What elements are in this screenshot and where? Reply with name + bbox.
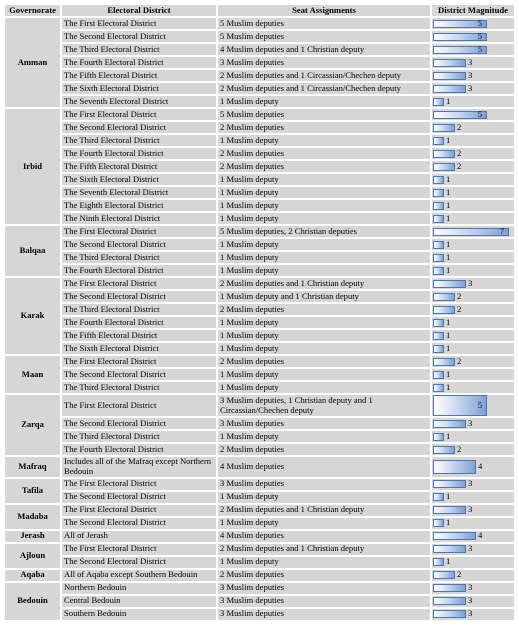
electoral-district-cell: The Second Electoral District (62, 418, 216, 429)
electoral-district-cell: The Second Electoral District (62, 239, 216, 250)
seat-assignments-cell: 4 Muslim deputies (218, 531, 430, 542)
electoral-district-cell: Central Bedouin (62, 596, 216, 607)
magnitude-bar (433, 30, 487, 41)
district-magnitude-cell (432, 395, 514, 416)
table-row (5, 135, 514, 146)
magnitude-bar (433, 199, 451, 210)
table-row (5, 226, 514, 237)
seat-assignments-cell: 1 Muslim deputy (218, 343, 430, 354)
seat-assignments-cell: 2 Muslim deputies and 1 Circassian/Chechen deputy (218, 83, 430, 94)
seat-assignments-cell: 1 Muslim deputy (218, 96, 430, 107)
magnitude-value: 2 (457, 569, 462, 580)
header-district-magnitude: District Magnitude (432, 5, 514, 16)
table-row (5, 505, 514, 516)
electoral-district-cell: The Second Electoral District (62, 557, 216, 568)
electoral-district-cell: Southern Bedouin (62, 609, 216, 620)
district-magnitude-cell (432, 96, 514, 107)
magnitude-bar (433, 277, 473, 288)
governorate-cell: Balqaa (5, 226, 60, 276)
magnitude-bar (433, 43, 487, 54)
electoral-district-cell: The Third Electoral District (62, 44, 216, 55)
magnitude-bar (433, 595, 473, 606)
magnitude-bar (433, 517, 451, 528)
table-row (5, 596, 514, 607)
district-magnitude-cell (432, 431, 514, 442)
electoral-district-cell: The Second Electoral District (62, 369, 216, 380)
district-magnitude-cell (432, 44, 514, 55)
table-row (5, 492, 514, 503)
table-row (5, 570, 514, 581)
seat-assignments-cell: 1 Muslim deputy and 1 Christian deputy (218, 291, 430, 302)
magnitude-bar (433, 443, 462, 454)
seat-assignments-cell: 3 Muslim deputies (218, 583, 430, 594)
magnitude-bar (433, 225, 509, 236)
table-row (5, 70, 514, 81)
electoral-district-cell: The First Electoral District (62, 479, 216, 490)
magnitude-bar (433, 251, 451, 262)
magnitude-bar (433, 381, 451, 392)
electoral-district-cell: The First Electoral District (62, 544, 216, 555)
magnitude-bar (433, 160, 462, 171)
magnitude-bar (433, 95, 451, 106)
district-magnitude-cell (432, 356, 514, 367)
electoral-district-cell: The Fourth Electoral District (62, 57, 216, 68)
seat-assignments-cell: 2 Muslim deputies (218, 570, 430, 581)
magnitude-bar (433, 478, 473, 489)
magnitude-bar (433, 368, 451, 379)
seat-assignments-cell: 2 Muslim deputies and 1 Christian deputy (218, 505, 430, 516)
table-row (5, 609, 514, 620)
table-row (5, 479, 514, 490)
district-magnitude-cell (432, 343, 514, 354)
governorate-cell: Mafraq (5, 457, 60, 477)
district-magnitude-cell (432, 148, 514, 159)
seat-assignments-cell: 1 Muslim deputy (218, 518, 430, 529)
magnitude-value: 3 (468, 582, 473, 593)
seat-assignments-cell: 1 Muslim deputy (218, 135, 430, 146)
district-magnitude-cell (432, 226, 514, 237)
seat-assignments-cell: 2 Muslim deputies (218, 304, 430, 315)
magnitude-value: 3 (468, 417, 473, 428)
district-magnitude-cell (432, 596, 514, 607)
seat-assignments-cell: 2 Muslim deputies (218, 356, 430, 367)
district-magnitude-cell (432, 31, 514, 42)
district-magnitude-cell (432, 570, 514, 581)
magnitude-bar (433, 82, 473, 93)
magnitude-bar (433, 491, 451, 502)
seat-assignments-cell: 1 Muslim deputy (218, 382, 430, 393)
table-row (5, 122, 514, 133)
seat-assignments-cell: 5 Muslim deputies, 2 Christian deputies (218, 226, 430, 237)
seat-assignments-cell: 1 Muslim deputy (218, 252, 430, 263)
table-row (5, 557, 514, 568)
governorate-cell: Zarqa (5, 395, 60, 455)
seat-assignments-cell: 3 Muslim deputies, 1 Christian deputy and 1 Circassian/Chechen deputy (218, 395, 430, 416)
magnitude-bar (433, 69, 473, 80)
table-row (5, 518, 514, 529)
magnitude-bar (433, 460, 483, 474)
magnitude-value: 3 (468, 478, 473, 489)
seat-assignments-cell: 1 Muslim deputy (218, 239, 430, 250)
district-magnitude-cell (432, 531, 514, 542)
magnitude-value: 1 (446, 95, 451, 106)
magnitude-value: 5 (477, 43, 482, 54)
governorate-cell: Ajloun (5, 544, 60, 568)
district-magnitude-cell (432, 418, 514, 429)
table-row (5, 382, 514, 393)
governorate-cell: Bedouin (5, 583, 60, 620)
magnitude-bar (433, 543, 473, 554)
seat-assignments-cell: 3 Muslim deputies (218, 418, 430, 429)
magnitude-value: 1 (446, 556, 451, 567)
magnitude-value: 3 (468, 504, 473, 515)
table-row (5, 252, 514, 263)
seat-assignments-cell: 2 Muslim deputies (218, 161, 430, 172)
magnitude-value: 1 (446, 264, 451, 275)
electoral-district-cell: The Fifth Electoral District (62, 161, 216, 172)
magnitude-bar (433, 582, 473, 593)
electoral-district-cell: The Second Electoral District (62, 291, 216, 302)
seat-assignments-cell: 2 Muslim deputies (218, 148, 430, 159)
electoral-district-cell: The Seventh Electoral District (62, 96, 216, 107)
district-magnitude-cell (432, 518, 514, 529)
district-magnitude-cell (432, 109, 514, 120)
seat-assignments-cell: 2 Muslim deputies (218, 444, 430, 455)
seat-assignments-cell: 5 Muslim deputies (218, 109, 430, 120)
district-magnitude-cell (432, 265, 514, 276)
magnitude-value: 2 (457, 147, 462, 158)
seat-assignments-cell: 5 Muslim deputies (218, 31, 430, 42)
seat-assignments-cell: 2 Muslim deputies and 1 Circassian/Chechen deputy (218, 70, 430, 81)
district-magnitude-cell (432, 213, 514, 224)
table-row (5, 161, 514, 172)
electoral-district-cell: The Second Electoral District (62, 492, 216, 503)
magnitude-value: 5 (477, 30, 482, 41)
district-magnitude-cell (432, 444, 514, 455)
electoral-district-cell: The Third Electoral District (62, 304, 216, 315)
governorate-cell: Maan (5, 356, 60, 393)
magnitude-value: 1 (446, 212, 451, 223)
magnitude-value: 1 (446, 381, 451, 392)
magnitude-value: 1 (446, 251, 451, 262)
magnitude-bar (433, 264, 451, 275)
seat-assignments-cell: 2 Muslim deputies (218, 122, 430, 133)
magnitude-value: 7 (499, 225, 504, 236)
electoral-district-cell: The Third Electoral District (62, 382, 216, 393)
district-magnitude-cell (432, 291, 514, 302)
magnitude-value: 1 (446, 368, 451, 379)
table-row (5, 531, 514, 542)
district-magnitude-cell (432, 161, 514, 172)
electoral-district-cell: The Second Electoral District (62, 122, 216, 133)
magnitude-value: 4 (478, 530, 483, 541)
magnitude-value: 5 (477, 108, 482, 119)
governorate-cell: Aqaba (5, 570, 60, 581)
magnitude-bar (433, 108, 487, 119)
electoral-district-cell: The First Electoral District (62, 18, 216, 29)
magnitude-value: 3 (468, 56, 473, 67)
electoral-district-cell: The First Electoral District (62, 109, 216, 120)
governorate-cell: Madaba (5, 505, 60, 529)
magnitude-bar (433, 417, 473, 428)
electoral-district-cell: All of Aqaba except Southern Bedouin (62, 570, 216, 581)
magnitude-value: 1 (446, 238, 451, 249)
magnitude-value: 3 (468, 608, 473, 619)
seat-assignments-cell: 1 Muslim deputy (218, 431, 430, 442)
magnitude-bar (433, 303, 462, 314)
district-magnitude-cell (432, 135, 514, 146)
magnitude-bar (433, 395, 487, 416)
district-magnitude-cell (432, 252, 514, 263)
table-row (5, 278, 514, 289)
table-row (5, 213, 514, 224)
electoral-district-cell: The Fifth Electoral District (62, 70, 216, 81)
district-magnitude-cell (432, 70, 514, 81)
electoral-district-cell: The First Electoral District (62, 505, 216, 516)
table-row (5, 444, 514, 455)
electoral-district-cell: The Sixth Electoral District (62, 83, 216, 94)
table-row (5, 44, 514, 55)
seat-assignments-cell: 5 Muslim deputies (218, 18, 430, 29)
magnitude-bar (433, 342, 451, 353)
table-body (5, 18, 514, 620)
magnitude-value: 1 (446, 491, 451, 502)
electoral-district-cell: The Fifth Electoral District (62, 330, 216, 341)
magnitude-value: 4 (478, 460, 483, 471)
table-row (5, 343, 514, 354)
district-magnitude-cell (432, 583, 514, 594)
table-row (5, 31, 514, 42)
seat-assignments-cell: 1 Muslim deputy (218, 174, 430, 185)
electoral-district-cell: The Fourth Electoral District (62, 265, 216, 276)
table-row (5, 457, 514, 477)
magnitude-bar (433, 134, 451, 145)
table-row (5, 239, 514, 250)
table-row (5, 395, 514, 416)
table-row (5, 304, 514, 315)
seat-assignments-cell: 1 Muslim deputy (218, 187, 430, 198)
magnitude-value: 2 (457, 303, 462, 314)
magnitude-bar (433, 430, 451, 441)
district-magnitude-cell (432, 174, 514, 185)
header-seat-assignments: Seat Assignments (218, 5, 430, 16)
seat-assignments-cell: 1 Muslim deputy (218, 317, 430, 328)
district-magnitude-cell (432, 369, 514, 380)
seat-assignments-cell: 4 Muslim deputies and 1 Christian deputy (218, 44, 430, 55)
table-row (5, 148, 514, 159)
table-row (5, 583, 514, 594)
electoral-district-cell: The Second Electoral District (62, 518, 216, 529)
magnitude-bar (433, 355, 462, 366)
table-row (5, 291, 514, 302)
district-magnitude-cell (432, 479, 514, 490)
governorate-cell: Amman (5, 18, 60, 107)
electoral-district-cell: The Third Electoral District (62, 431, 216, 442)
header-electoral-district: Electoral District (62, 5, 216, 16)
table-row (5, 57, 514, 68)
seat-assignments-cell: 3 Muslim deputies (218, 609, 430, 620)
magnitude-value: 1 (446, 342, 451, 353)
magnitude-bar (433, 504, 473, 515)
magnitude-bar (433, 212, 451, 223)
table-row (5, 431, 514, 442)
electoral-district-cell: Includes all of the Mafraq except Northern Bedouin (62, 457, 216, 477)
seat-assignments-cell: 2 Muslim deputies and 1 Christian deputy (218, 544, 430, 555)
electoral-district-cell: The Second Electoral District (62, 31, 216, 42)
magnitude-value: 3 (468, 277, 473, 288)
table-row (5, 109, 514, 120)
table-row (5, 330, 514, 341)
district-magnitude-cell (432, 609, 514, 620)
electoral-district-cell: The Sixth Electoral District (62, 174, 216, 185)
table-row (5, 174, 514, 185)
seat-assignments-cell: 1 Muslim deputy (218, 557, 430, 568)
district-magnitude-cell (432, 122, 514, 133)
magnitude-value: 1 (446, 199, 451, 210)
magnitude-value: 1 (446, 173, 451, 184)
seat-assignments-cell: 1 Muslim deputy (218, 492, 430, 503)
magnitude-bar (433, 329, 451, 340)
seat-assignments-cell: 3 Muslim deputies (218, 57, 430, 68)
district-magnitude-cell (432, 544, 514, 555)
district-magnitude-cell (432, 330, 514, 341)
magnitude-bar (433, 121, 462, 132)
electoral-district-cell: The Ninth Electoral District (62, 213, 216, 224)
seat-assignments-cell: 2 Muslim deputies and 1 Christian deputy (218, 278, 430, 289)
header-governorate: Governorate (5, 5, 60, 16)
table-row (5, 187, 514, 198)
district-magnitude-cell (432, 317, 514, 328)
magnitude-value: 1 (446, 316, 451, 327)
magnitude-value: 2 (457, 443, 462, 454)
magnitude-bar (433, 56, 473, 67)
magnitude-value: 3 (468, 595, 473, 606)
magnitude-value: 3 (468, 82, 473, 93)
district-magnitude-cell (432, 200, 514, 211)
magnitude-value: 1 (446, 186, 451, 197)
electoral-district-cell: The Sixth Electoral District (62, 343, 216, 354)
district-magnitude-cell (432, 382, 514, 393)
district-magnitude-cell (432, 505, 514, 516)
magnitude-value: 1 (446, 517, 451, 528)
magnitude-bar (433, 17, 487, 28)
magnitude-value: 2 (457, 160, 462, 171)
table-row (5, 265, 514, 276)
electoral-district-cell: The Eighth Electoral District (62, 200, 216, 211)
seat-assignments-cell: 3 Muslim deputies (218, 596, 430, 607)
magnitude-bar (433, 530, 483, 541)
electoral-district-cell: The Fourth Electoral District (62, 317, 216, 328)
district-magnitude-cell (432, 557, 514, 568)
seat-assignments-cell: 1 Muslim deputy (218, 200, 430, 211)
electoral-district-cell: The Third Electoral District (62, 252, 216, 263)
table-row (5, 18, 514, 29)
district-magnitude-cell (432, 239, 514, 250)
magnitude-bar (433, 147, 462, 158)
electoral-district-cell: The Fourth Electoral District (62, 148, 216, 159)
magnitude-value: 5 (477, 400, 482, 410)
district-magnitude-cell (432, 457, 514, 477)
magnitude-bar (433, 290, 462, 301)
magnitude-value: 1 (446, 329, 451, 340)
magnitude-value: 3 (468, 69, 473, 80)
electoral-districts-table (3, 3, 516, 622)
magnitude-value: 2 (457, 290, 462, 301)
electoral-district-cell: The First Electoral District (62, 395, 216, 416)
governorate-cell: Karak (5, 278, 60, 354)
table-row (5, 317, 514, 328)
table-row (5, 96, 514, 107)
seat-assignments-cell: 1 Muslim deputy (218, 369, 430, 380)
magnitude-value: 2 (457, 121, 462, 132)
magnitude-bar (433, 173, 451, 184)
magnitude-bar (433, 238, 451, 249)
district-magnitude-cell (432, 57, 514, 68)
table-row (5, 200, 514, 211)
electoral-district-cell: The Fourth Electoral District (62, 444, 216, 455)
seat-assignments-cell: 1 Muslim deputy (218, 213, 430, 224)
electoral-district-cell: The First Electoral District (62, 356, 216, 367)
district-magnitude-cell (432, 278, 514, 289)
magnitude-value: 1 (446, 430, 451, 441)
district-magnitude-cell (432, 187, 514, 198)
magnitude-bar (433, 608, 473, 619)
table-row (5, 356, 514, 367)
table-row (5, 369, 514, 380)
electoral-district-cell: The First Electoral District (62, 278, 216, 289)
magnitude-bar (433, 316, 451, 327)
header-row (5, 5, 514, 16)
magnitude-value: 5 (477, 17, 482, 28)
district-magnitude-cell (432, 83, 514, 94)
table-row (5, 83, 514, 94)
magnitude-bar (433, 569, 462, 580)
district-magnitude-cell (432, 18, 514, 29)
electoral-district-cell: The Third Electoral District (62, 135, 216, 146)
electoral-district-cell: The First Electoral District (62, 226, 216, 237)
magnitude-value: 2 (457, 355, 462, 366)
governorate-cell: Tafila (5, 479, 60, 503)
electoral-district-cell: Northern Bedouin (62, 583, 216, 594)
magnitude-value: 3 (468, 543, 473, 554)
magnitude-bar (433, 556, 451, 567)
governorate-cell: Irbid (5, 109, 60, 224)
electoral-district-cell: The Seventh Electoral District (62, 187, 216, 198)
magnitude-value: 1 (446, 134, 451, 145)
table-row (5, 544, 514, 555)
seat-assignments-cell: 1 Muslim deputy (218, 265, 430, 276)
electoral-district-cell: All of Jerash (62, 531, 216, 542)
district-magnitude-cell (432, 492, 514, 503)
seat-assignments-cell: 4 Muslim deputies (218, 457, 430, 477)
governorate-cell: Jerash (5, 531, 60, 542)
seat-assignments-cell: 3 Muslim deputies (218, 479, 430, 490)
magnitude-bar (433, 186, 451, 197)
seat-assignments-cell: 1 Muslim deputy (218, 330, 430, 341)
district-magnitude-cell (432, 304, 514, 315)
table-row (5, 418, 514, 429)
